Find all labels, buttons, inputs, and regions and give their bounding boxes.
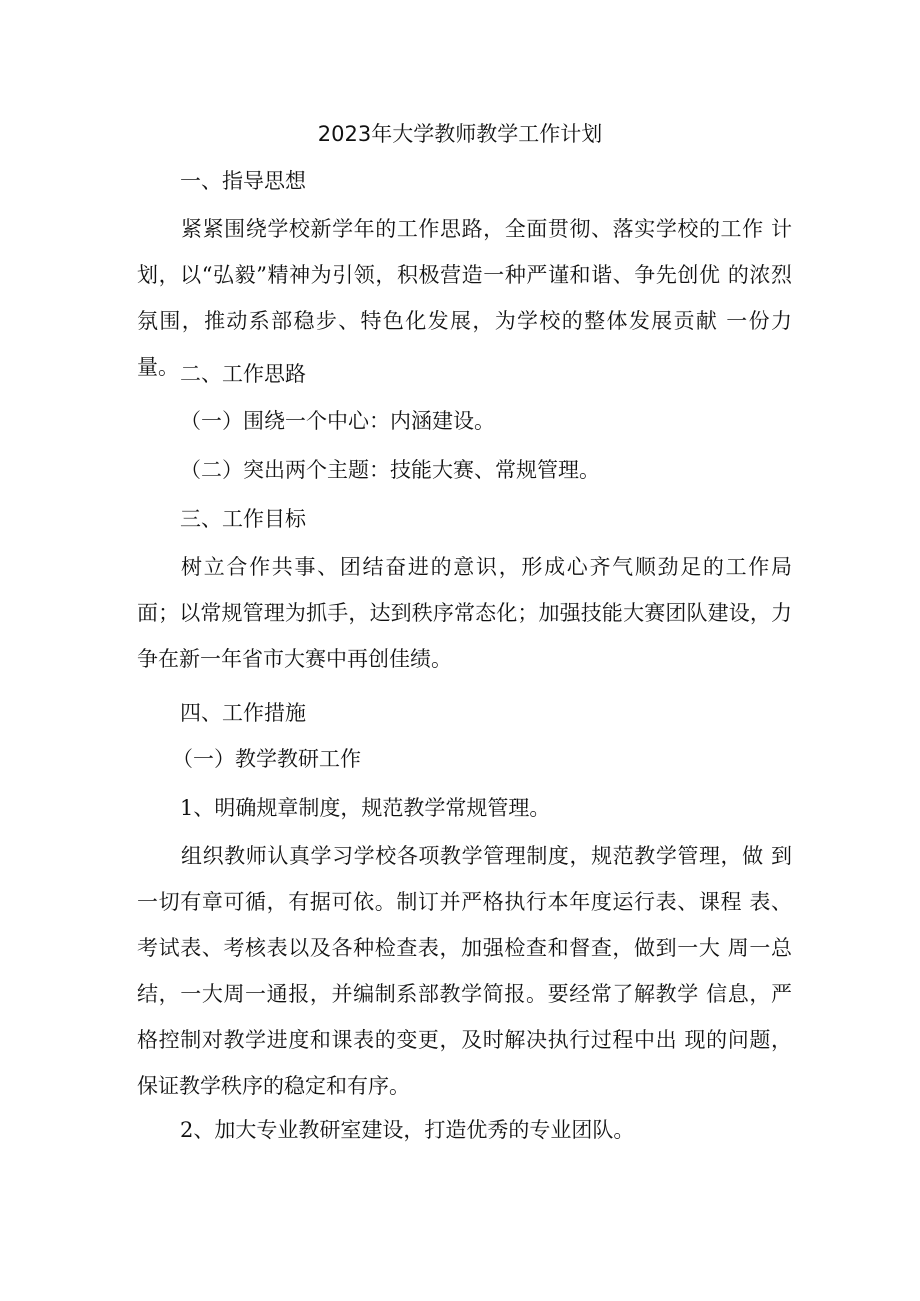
section-heading-work-approach: 二、工作思路 <box>180 362 306 386</box>
section-heading-work-goals: 三、工作目标 <box>180 507 306 531</box>
paragraph-guiding-thought: 紧紧围绕学校新学年的工作思路，全面贯彻、落实学校的工作 计划，以“弘毅”精神为引领，积极营造一种严谨和谐、争先创优 的浓烈氛围，推动系部稳步、特色化发展，为学校的整体发展贡献 一份力量。 <box>137 217 792 379</box>
section-heading-work-measures: 四、工作措施 <box>180 701 306 725</box>
measure-item-2: 2、加大专业教研室建设，打造优秀的专业团队。 <box>180 1118 635 1142</box>
paragraph-work-goals: 树立合作共事、团结奋进的意识，形成心齐气顺劲足的工作局 面；以常规管理为抓手，达到秩序常态化；加强技能大赛团队建设，力争在新一年省市大赛中再创佳绩。 <box>137 555 792 671</box>
work-approach-item-2: （二）突出两个主题：技能大赛、常规管理。 <box>180 458 600 482</box>
paragraph-measure-1: 组织教师认真学习学校各项教学管理制度，规范教学管理，做 到一切有章可循，有据可依。制订并严格执行本年度运行表、课程 表、考试表、考核表以及各种检查表，加强检查和督查，做到一大 周一总结，一大周一通报，并编制系部教学简报。要经常了解教学 信息，严格控制对教学进度和课表的变更，及时解决执行过程中出 现的问题，保证教学秩序的稳定和有序。 <box>137 844 792 1098</box>
work-approach-item-1: （一）围绕一个中心：内涵建设。 <box>180 409 495 433</box>
document-title: 2023年大学教师教学工作计划 <box>317 122 603 146</box>
measure-item-1: 1、明确规章制度，规范教学常规管理。 <box>180 796 551 820</box>
subsection-heading-teaching-research: （一）教学教研工作 <box>172 747 361 771</box>
section-heading-guiding-thought: 一、指导思想 <box>180 169 306 193</box>
